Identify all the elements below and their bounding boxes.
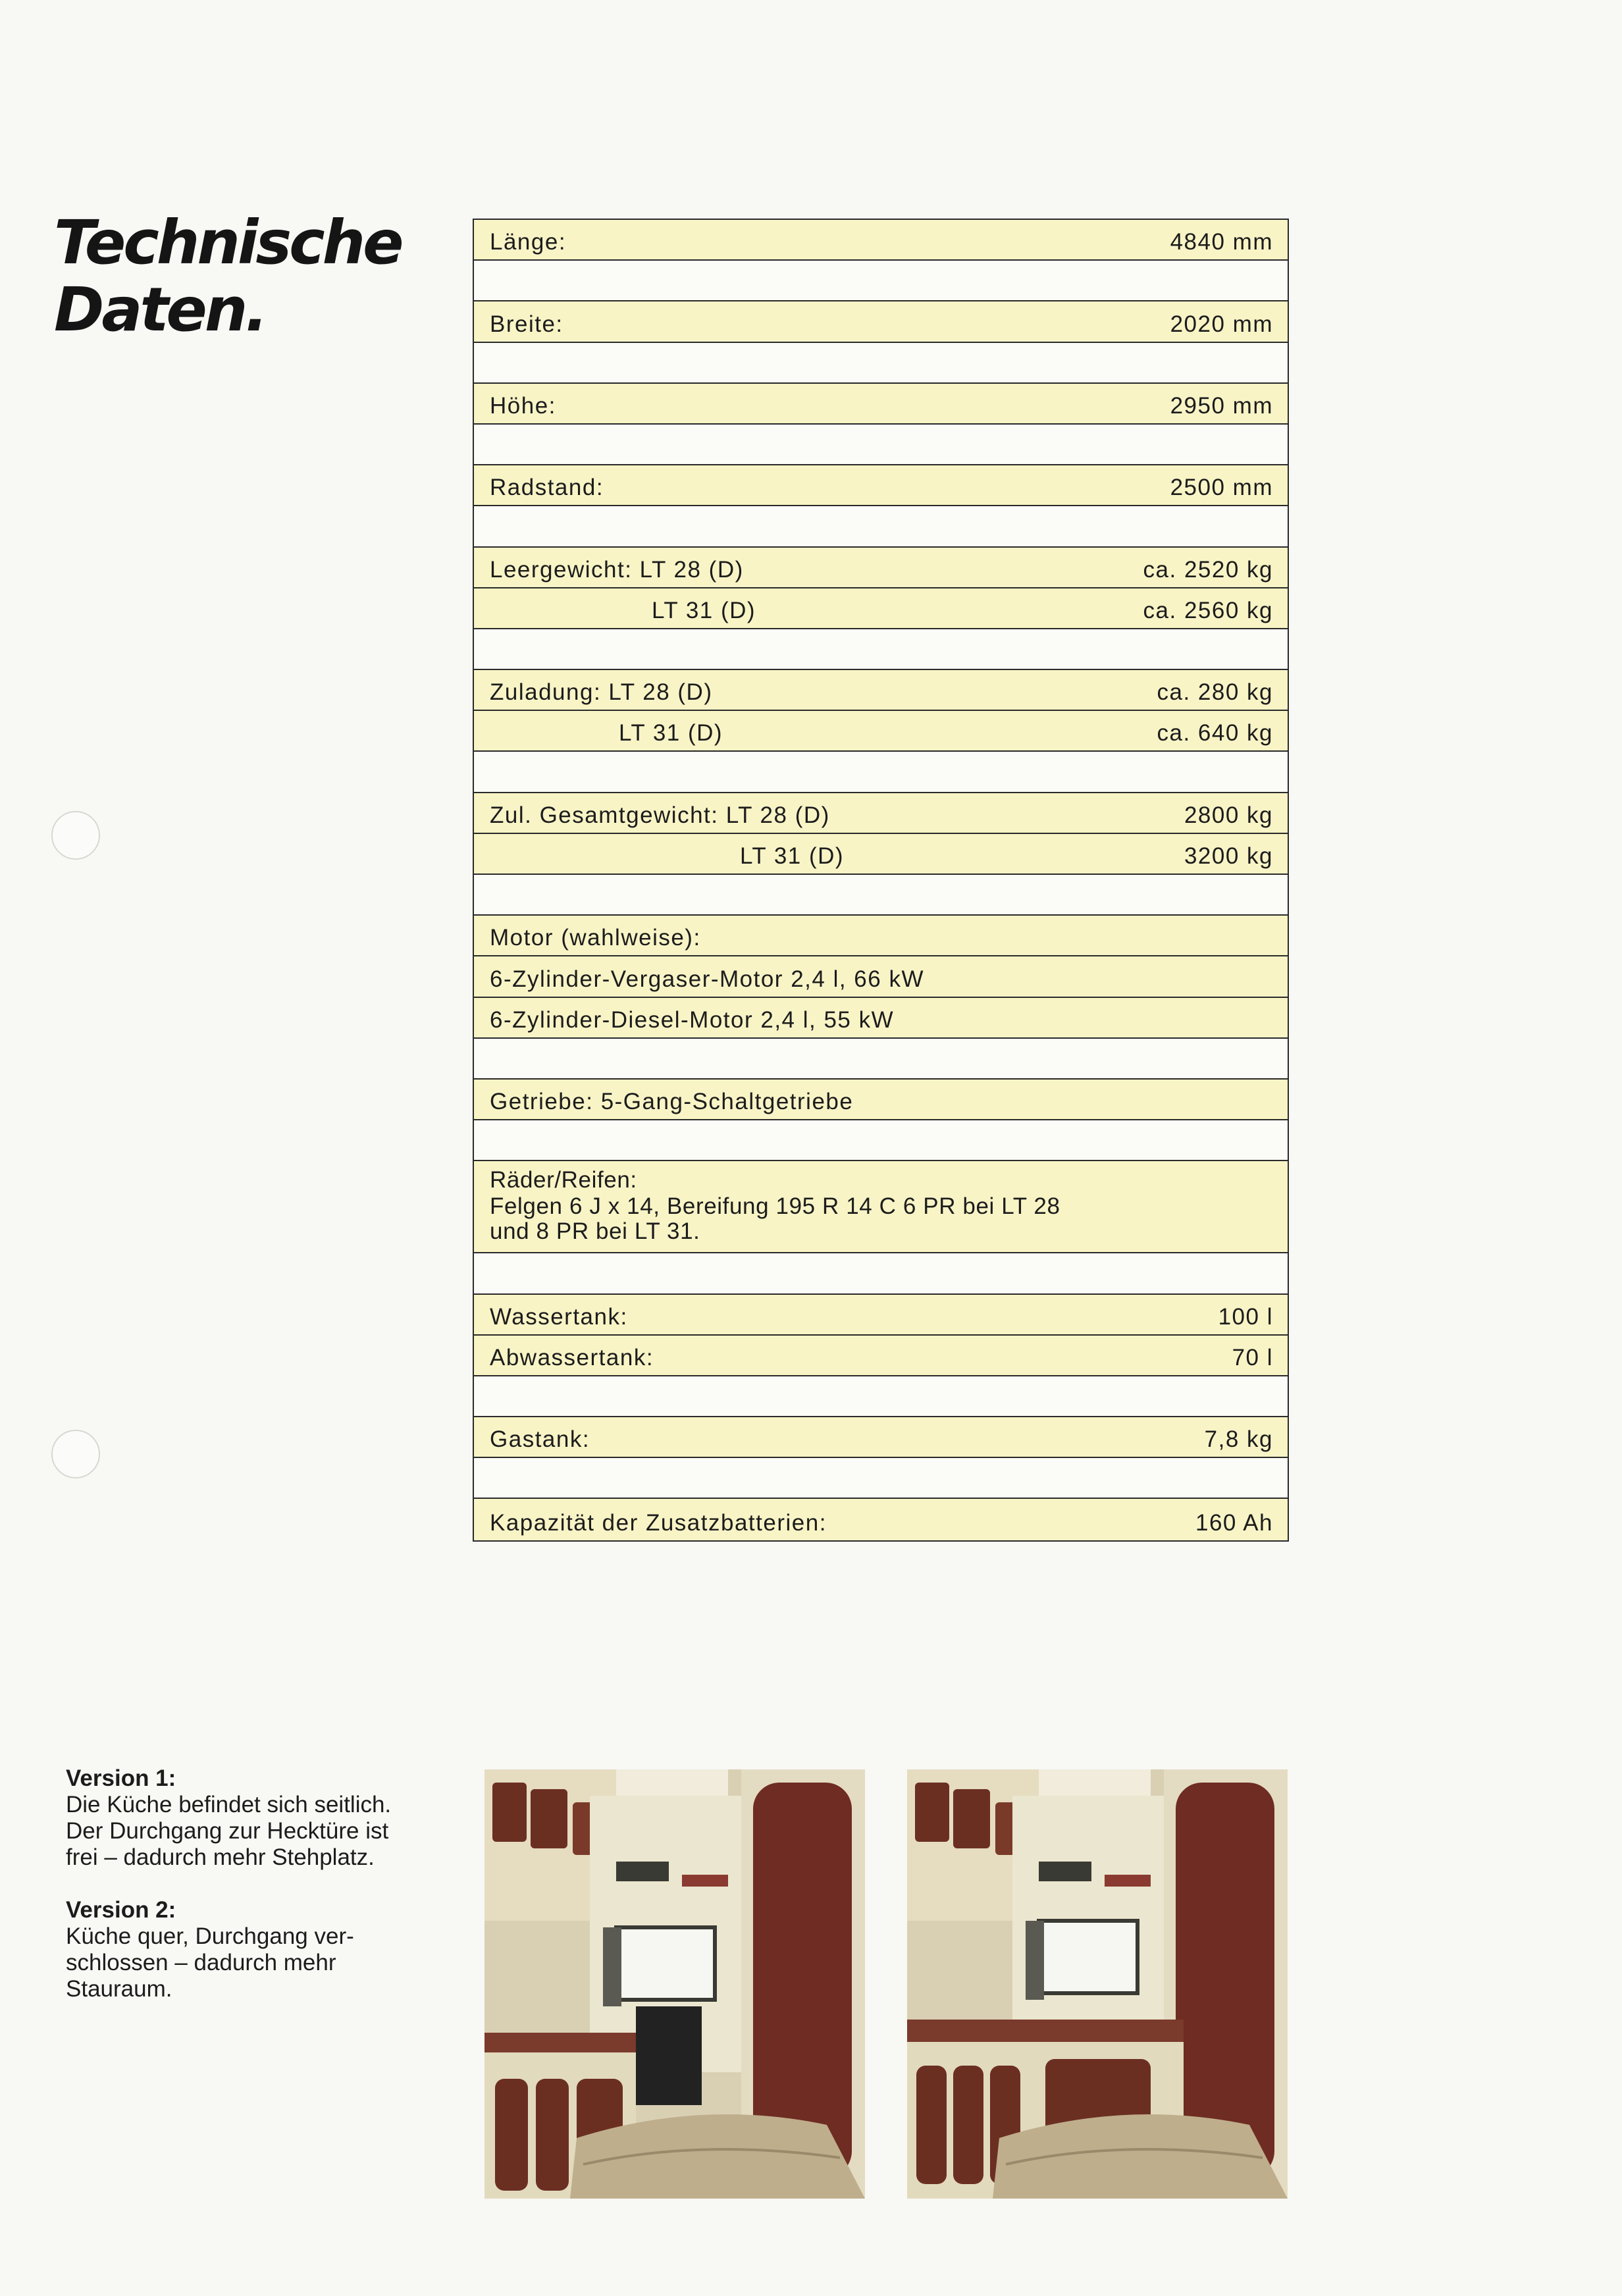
spec-label: Höhe: [490, 392, 556, 419]
spec-value: 70 l [1232, 1344, 1273, 1370]
spec-value: 7,8 kg [1204, 1426, 1273, 1453]
spec-row-spacer [474, 629, 1288, 670]
spec-value: 4840 mm [1170, 229, 1273, 255]
version-text-line: Stauraum. [66, 1976, 172, 2002]
version-text-line: schlossen – dadurch mehr [66, 1950, 336, 1975]
spec-label: Kapazität der Zusatzbatterien: [490, 1509, 827, 1536]
spec-row-spacer [474, 506, 1288, 547]
spec-value: 2800 kg [1184, 802, 1273, 828]
spec-table [473, 219, 1289, 1542]
spec-value: ca. 640 kg [1157, 720, 1273, 746]
spec-row-spacer [474, 1039, 1288, 1080]
spec-row [474, 956, 1288, 997]
page-title [54, 209, 402, 344]
spec-row-spacer [474, 261, 1288, 301]
version-text [66, 1792, 434, 1871]
spec-value: 2020 mm [1170, 311, 1273, 337]
spec-row-spacer [474, 1458, 1288, 1499]
spec-label: Länge: [490, 229, 567, 255]
spec-label: Zul. Gesamtgewicht: LT 28 (D) [490, 802, 830, 828]
spec-label: 6-Zylinder-Vergaser-Motor 2,4 l, 66 kW [490, 966, 924, 992]
punch-hole-top [51, 811, 100, 860]
version-text-line: frei – dadurch mehr Stehplatz. [66, 1844, 375, 1870]
spec-label-line: Felgen 6 J x 14, Bereifung 195 R 14 C 6 PR bei LT 28 [490, 1193, 1060, 1220]
interior-photo-version-1-image [484, 1769, 865, 2199]
spec-row-spacer [474, 1253, 1288, 1294]
interior-photo-version-1 [484, 1769, 865, 2199]
spec-label: Breite: [490, 311, 563, 337]
spec-row [474, 1161, 1288, 1253]
spec-row-spacer [474, 752, 1288, 793]
spec-value: 2500 mm [1170, 475, 1273, 501]
punch-hole-bottom [51, 1430, 100, 1478]
spec-row [474, 998, 1288, 1039]
spec-label: Wassertank: [490, 1303, 628, 1330]
version-text [66, 1923, 434, 2002]
spec-row-spacer [474, 1376, 1288, 1417]
spec-value: ca. 2520 kg [1143, 556, 1273, 583]
spec-value: ca. 280 kg [1157, 679, 1273, 706]
spec-value: 160 Ah [1195, 1509, 1273, 1536]
version-title: Version 1: [66, 1765, 176, 1791]
spec-row-spacer [474, 425, 1288, 465]
spec-label-line: und 8 PR bei LT 31. [490, 1218, 700, 1245]
spec-label: Motor (wahlweise): [490, 925, 701, 951]
spec-label: Getriebe: 5-Gang-Schaltgetriebe [490, 1089, 854, 1115]
spec-row [474, 588, 1288, 629]
spec-row [474, 1080, 1288, 1120]
spec-value: 3200 kg [1184, 843, 1273, 869]
spec-value: 2950 mm [1170, 392, 1273, 419]
spec-row [474, 1417, 1288, 1458]
spec-label: Radstand: [490, 475, 604, 501]
spec-row [474, 465, 1288, 506]
interior-photo-version-2-image [907, 1769, 1288, 2199]
spec-label: Abwassertank: [490, 1344, 654, 1370]
spec-row [474, 548, 1288, 588]
interior-photo-version-2 [907, 1769, 1288, 2199]
spec-value: 100 l [1218, 1303, 1273, 1330]
spec-label: Leergewicht: LT 28 (D) [490, 556, 744, 583]
spec-label: Zuladung: LT 28 (D) [490, 679, 713, 706]
spec-row [474, 220, 1288, 261]
spec-row [474, 834, 1288, 875]
version-text-line: Küche quer, Durchgang ver- [66, 1923, 354, 1949]
spec-label: 6-Zylinder-Diesel-Motor 2,4 l, 55 kW [490, 1006, 895, 1033]
spec-row-spacer [474, 1120, 1288, 1161]
spec-row [474, 301, 1288, 342]
spec-row [474, 384, 1288, 425]
spec-label: LT 31 (D) [740, 843, 845, 869]
page-title-line1: Technische [54, 207, 402, 278]
spec-row [474, 711, 1288, 752]
spec-row-spacer [474, 875, 1288, 916]
spec-label: LT 31 (D) [652, 597, 756, 623]
spec-value: ca. 2560 kg [1143, 597, 1273, 623]
page-title-line2: Daten. [54, 274, 266, 345]
version-title: Version 2: [66, 1897, 176, 1923]
spec-label: Gastank: [490, 1426, 590, 1453]
version-text-line: Die Küche befindet sich seitlich. [66, 1792, 392, 1817]
spec-row [474, 916, 1288, 956]
spec-row [474, 1336, 1288, 1376]
spec-row-spacer [474, 343, 1288, 384]
spec-row [474, 1499, 1288, 1540]
spec-label: Räder/Reifen: [490, 1167, 637, 1193]
spec-label: LT 31 (D) [619, 720, 723, 746]
spec-row [474, 670, 1288, 711]
versions-caption [66, 1765, 434, 2029]
spec-row [474, 1295, 1288, 1336]
spec-row [474, 793, 1288, 834]
version-text-line: Der Durchgang zur Hecktüre ist [66, 1818, 389, 1844]
